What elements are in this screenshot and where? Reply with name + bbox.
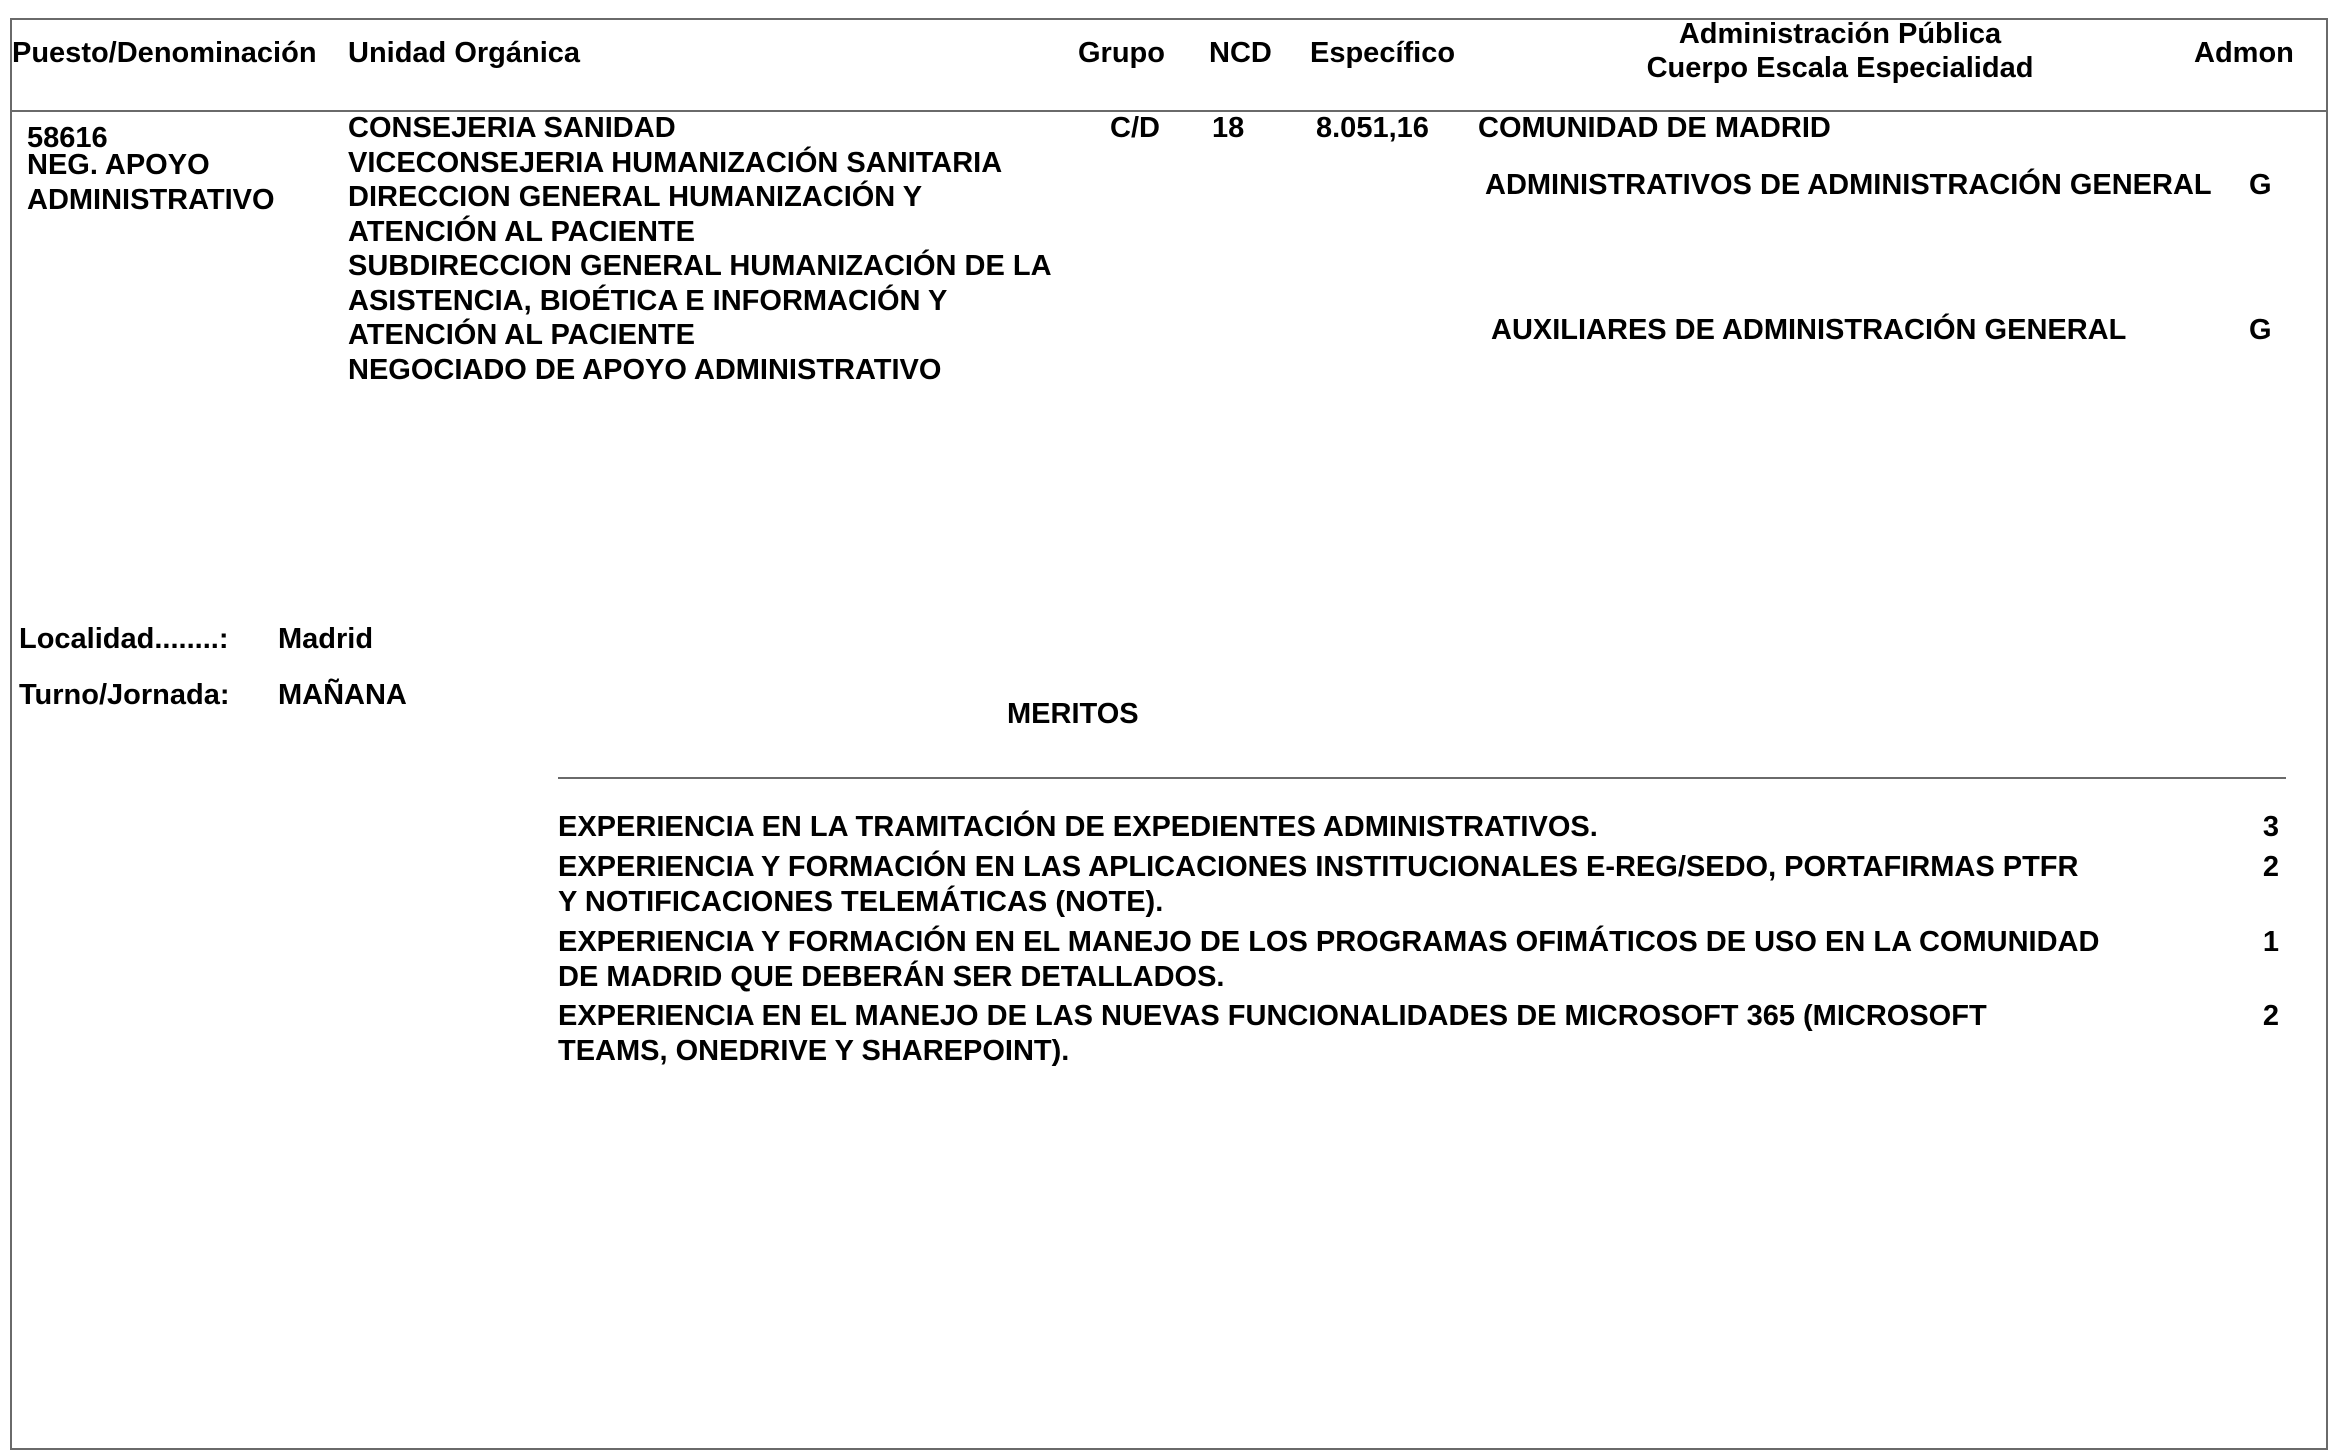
merito-text [558, 850, 2078, 919]
header-unidad: Unidad Orgánica [348, 37, 581, 69]
header-admin-publica: Administración Pública [1678, 18, 2002, 50]
localidad-value: Madrid [278, 623, 374, 655]
unidad-line: DIRECCION GENERAL HUMANIZACIÓN Y [348, 181, 923, 213]
cuerpo-admon: G [2249, 314, 2272, 346]
merito-line: EXPERIENCIA EN LA TRAMITACIÓN DE EXPEDIENTES ADMINISTRATIVOS. [558, 811, 1598, 843]
header-especifico: Específico [1310, 37, 1456, 69]
merito-line: EXPERIENCIA Y FORMACIÓN EN EL MANEJO DE LOS PROGRAMAS OFIMÁTICOS DE USO EN LA COMUNIDAD [558, 926, 2100, 958]
unidad-line: VICECONSEJERIA HUMANIZACIÓN SANITARIA [348, 146, 1003, 179]
merito-text [558, 810, 1598, 845]
puesto-denominacion-line: NEG. APOYO [27, 149, 210, 181]
turno-label: Turno/Jornada: [19, 679, 230, 711]
merito-line: EXPERIENCIA EN EL MANEJO DE LAS NUEVAS FUNCIONALIDADES DE MICROSOFT 365 (MICROSOFT [558, 1000, 1987, 1032]
header-cuerpo-escala: Cuerpo Escala Especialidad [1646, 52, 2034, 84]
ncd-value: 18 [1212, 112, 1245, 144]
cuerpo-name: AUXILIARES DE ADMINISTRACIÓN GENERAL [1491, 314, 2127, 346]
unidad-line: ASISTENCIA, BIOÉTICA E INFORMACIÓN Y [348, 284, 948, 317]
unidad-line: ATENCIÓN AL PACIENTE [348, 319, 695, 351]
merito-text [558, 999, 1987, 1068]
unidad-line: CONSEJERIA SANIDAD [348, 112, 676, 144]
turno-value: MAÑANA [278, 679, 407, 711]
merito-points: 2 [2262, 851, 2280, 883]
meritos-title: MERITOS [1007, 698, 1139, 730]
merito-line: TEAMS, ONEDRIVE Y SHAREPOINT). [558, 1034, 1070, 1067]
especifico-value: 8.051,16 [1316, 112, 1429, 144]
cuerpo-admon: G [2249, 169, 2272, 201]
merito-line: Y NOTIFICACIONES TELEMÁTICAS (NOTE). [558, 885, 1164, 918]
unidad-line: ATENCIÓN AL PACIENTE [348, 215, 695, 248]
puesto-codigo: 58616 [27, 122, 108, 154]
unidad-line: NEGOCIADO DE APOYO ADMINISTRATIVO [348, 353, 942, 386]
merito-points: 3 [2262, 811, 2280, 843]
header-grupo: Grupo [1078, 37, 1165, 69]
merito-line: DE MADRID QUE DEBERÁN SER DETALLADOS. [558, 960, 1225, 993]
unidad-organica-block [348, 111, 1052, 387]
header-puesto: Puesto/Denominación [12, 37, 317, 69]
cuerpo-name: ADMINISTRATIVOS DE ADMINISTRACIÓN GENERAL [1485, 169, 2212, 201]
merito-points: 2 [2262, 1000, 2280, 1032]
puesto-denominacion-line: ADMINISTRATIVO [27, 183, 275, 216]
administracion-value: COMUNIDAD DE MADRID [1478, 112, 1831, 144]
header-ncd: NCD [1209, 37, 1272, 69]
merito-text [558, 925, 2099, 994]
grupo-value: C/D [1110, 112, 1160, 144]
merito-points: 1 [2262, 926, 2280, 958]
unidad-line: SUBDIRECCION GENERAL HUMANIZACIÓN DE LA [348, 250, 1052, 282]
merito-line: EXPERIENCIA Y FORMACIÓN EN LAS APLICACIONES INSTITUCIONALES E-REG/SEDO, PORTAFIRMAS PTFR [558, 851, 2079, 883]
localidad-label: Localidad........: [19, 623, 229, 655]
header-admon: Admon [2194, 37, 2294, 69]
meritos-divider [558, 777, 2286, 779]
puesto-denominacion [27, 148, 275, 217]
